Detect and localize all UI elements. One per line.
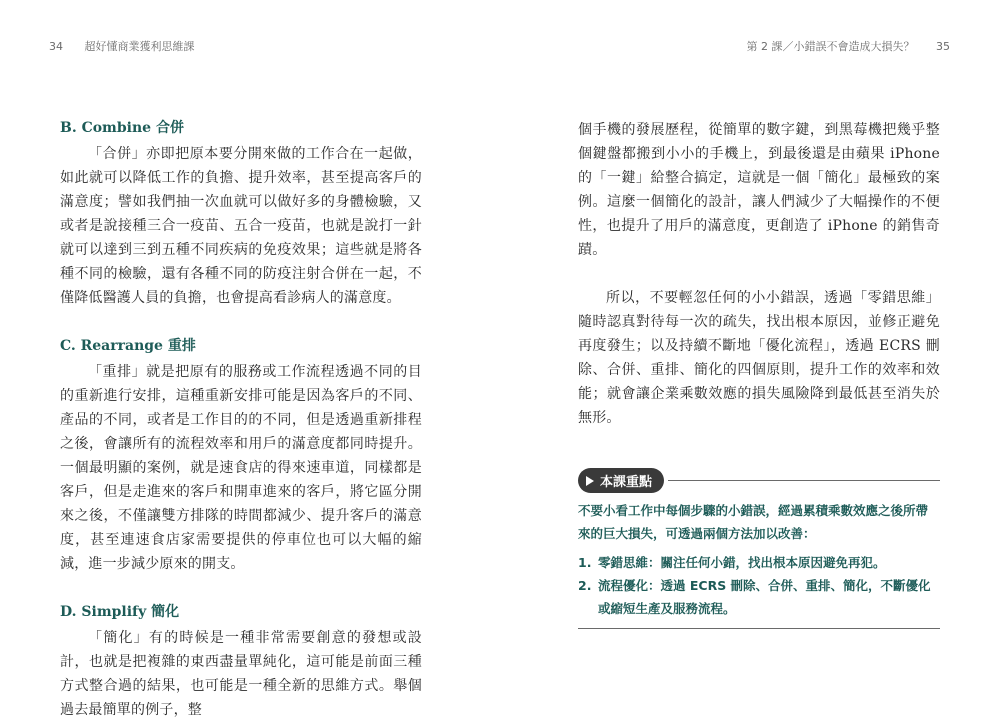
section-title: C. Rearrange 重排 bbox=[60, 338, 196, 354]
key-points-tab bbox=[578, 468, 664, 493]
section-combine bbox=[60, 118, 422, 310]
key-points-list bbox=[578, 551, 940, 620]
section-title: D. Simplify 簡化 bbox=[60, 604, 180, 620]
conclusion-paragraph: 所以，不要輕忽任何的小小錯誤，透過「零錯思維」隨時認真對待每一次的疏失，找出根本原因，並修正避免再度發生；以及持續不斷地「優化流程」，透過 ECRS 刪除、合併、重排、簡化的四個原則，提升工作的效率和效能；就會讓企業乘數效應的損失風險降到最低甚至消失於無形。 bbox=[578, 290, 940, 426]
left-page-number: 34 bbox=[49, 40, 63, 53]
divider bbox=[578, 628, 940, 629]
right-page-number: 35 bbox=[936, 40, 950, 53]
section-paragraph: 「簡化」有的時候是一種非常需要創意的發想或設計，也就是把複雜的東西盡量單純化，這可能是前面三種方式整合過的結果，也可能是一種全新的思維方式。舉個過去最簡單的例子，整 bbox=[60, 630, 422, 718]
left-running-header bbox=[49, 38, 213, 54]
divider bbox=[668, 480, 940, 481]
right-page-column bbox=[578, 118, 940, 629]
section-simplify bbox=[60, 602, 422, 722]
item-text: 零錯思維：關注任何小錯，找出根本原因避免再犯。 bbox=[598, 555, 886, 570]
left-page-column bbox=[60, 118, 422, 722]
continued-paragraph: 個手機的發展歷程，從簡單的數字鍵，到黑莓機把幾乎整個鍵盤都搬到小小的手機上，到最後還是由蘋果 iPhone 的「一鍵」給整合搞定，這就是一個「簡化」最極致的案例。這麼一個簡化的設計，讓人們減少了大幅操作的不便性，也提升了用戶的滿意度，更創造了 iPhone 的銷售奇蹟。 bbox=[578, 122, 940, 258]
section-paragraph: 「重排」就是把原有的服務或工作流程透過不同的目的重新進行安排，這種重新安排可能是因為客戶的不同、產品的不同，或者是工作目的的不同，但是透過重新排程之後，會讓所有的流程效率和用戶的滿意度都同時提升。一個最明顯的案例，就是速食店的得來速車道，同樣都是客戶，但是走進來的客戶和開車進來的客戶，將它區分開來之後，不僅讓雙方排隊的時間都減少、提升客戶的滿意度，甚至連速食店家需要提供的停車位也可以大幅的縮減，進一步減少原來的開支。 bbox=[60, 364, 422, 572]
key-points-box bbox=[578, 468, 940, 629]
item-number: 2. bbox=[578, 578, 592, 593]
item-text: 流程優化：透過 ECRS 刪除、合併、重排、簡化，不斷優化或縮短生產及服務流程。 bbox=[598, 578, 931, 616]
chapter-title: 第 2 課／小錯誤不會造成大損失？ bbox=[746, 40, 915, 53]
key-points-label: 本課重點 bbox=[600, 475, 653, 490]
list-item bbox=[578, 574, 940, 620]
play-triangle-icon bbox=[586, 476, 594, 486]
book-title: 超好懂商業獲利思維課 bbox=[84, 40, 195, 53]
list-item bbox=[578, 551, 940, 574]
right-running-header bbox=[729, 38, 951, 54]
key-points-header bbox=[578, 468, 940, 493]
key-points-body bbox=[578, 493, 940, 628]
section-rearrange bbox=[60, 336, 422, 576]
item-number: 1. bbox=[578, 555, 592, 570]
section-paragraph: 「合併」亦即把原本要分開來做的工作合在一起做，如此就可以降低工作的負擔、提升效率，甚至提高客戶的滿意度；譬如我們抽一次血就可以做好多的身體檢驗，又或者是說接種三合一疫苗、五合一疫苗，也就是說打一針就可以達到三到五種不同疾病的免疫效果；這些就是將各種不同的檢驗，還有各種不同的防疫注射合併在一起，不僅降低醫護人員的負擔，也會提高看診病人的滿意度。 bbox=[60, 146, 422, 306]
key-points-intro: 不要小看工作中每個步驟的小錯誤，經過累積乘數效應之後所帶來的巨大損失，可透過兩個方法加以改善： bbox=[578, 503, 929, 541]
section-title: B. Combine 合併 bbox=[60, 120, 184, 136]
